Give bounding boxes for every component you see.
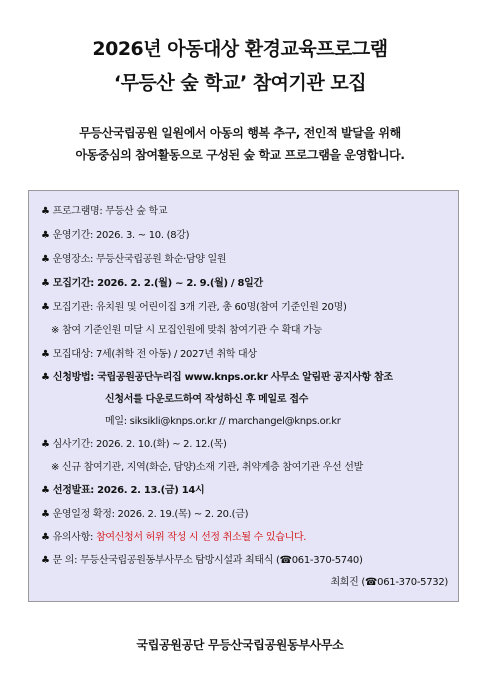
contact-1-phone: 061-370-5740) — [291, 555, 363, 566]
item-period — [41, 229, 189, 243]
schedule-text: 운영일정 확정: 2026. 2. 19.(목) ~ 2. 20.(금) — [52, 509, 249, 520]
item-caution — [41, 531, 306, 545]
recruit-period-text: 모집기간: 2026. 2. 2.(월) ~ 2. 9.(월) / 8일간 — [52, 278, 263, 289]
recruit-org-text: 모집기관: 유치원 및 어린이집 3개 기관, 총 60명(참여 기준인원 20명) — [52, 302, 347, 313]
review-period-text: 심사기간: 2026. 2. 10.(화) ~ 2. 12.(목) — [52, 439, 227, 450]
clover-icon: ♣ — [41, 278, 50, 289]
clover-icon: ♣ — [41, 254, 50, 265]
place-text: 운영장소: 무등산국립공원 화순·담양 일원 — [52, 254, 227, 265]
clover-icon: ♣ — [41, 230, 50, 241]
clover-icon: ♣ — [41, 509, 50, 520]
contact-2 — [330, 576, 448, 590]
phone-icon: ☎ — [279, 555, 292, 566]
item-review-period — [41, 438, 227, 452]
caution-text: 참여신청서 허위 작성 시 선정 취소될 수 있습니다. — [95, 532, 307, 543]
note-icon: ※ — [51, 462, 60, 473]
item-announce — [41, 484, 204, 498]
clover-icon: ♣ — [41, 372, 50, 383]
note-icon: ※ — [51, 325, 60, 336]
item-target — [41, 348, 257, 362]
caution-label: 유의사항: — [52, 532, 96, 543]
clover-icon: ♣ — [41, 485, 50, 496]
contact-2-text: 최희진 ( — [330, 577, 365, 588]
phone-icon: ☎ — [365, 577, 378, 588]
apply-email: 메일: siksikli@knps.or.kr // marchangel@knps.or.kr — [105, 416, 341, 427]
program-name-text: 프로그램명: 무등산 숲 학교 — [52, 206, 168, 217]
announce-text: 선정발표: 2026. 2. 13.(금) 14시 — [52, 485, 205, 496]
item-recruit-org — [41, 301, 347, 315]
item-schedule — [41, 508, 248, 522]
contact-label: 문 의: — [52, 555, 81, 566]
apply-method-text: 신청방법: 국립공원공단누리집 www.knps.or.kr 사무소 알림판 공지사항 참조 — [52, 372, 393, 383]
intro-line-1: 무등산국립공원 일원에서 아동의 행복 추구, 전인적 발달을 위해 — [79, 126, 401, 140]
period-text: 운영기간: 2026. 3. ~ 10. (8강) — [52, 230, 190, 241]
item-review-note — [51, 461, 363, 475]
item-place — [41, 253, 226, 267]
item-program-name — [41, 205, 167, 219]
item-recruit-period — [41, 277, 263, 291]
item-contact — [41, 554, 363, 568]
clover-icon: ♣ — [41, 349, 50, 360]
review-note-text: 신규 참여기관, 지역(화순, 담양)소재 기관, 취약계층 참여기관 우선 선발 — [61, 462, 363, 473]
recruit-note-text: 참여 기준인원 미달 시 모집인원에 맞춰 참여기관 수 확대 가능 — [61, 325, 322, 336]
contact-1-text: 무등산국립공원동부사무소 탐방시설과 최태식 ( — [80, 555, 280, 566]
item-apply-method — [41, 371, 393, 385]
item-recruit-note — [51, 324, 322, 338]
info-box — [28, 190, 459, 602]
apply-method-line-2: 신청서를 다운로드하여 작성하신 후 메일로 접수 — [105, 394, 309, 405]
clover-icon: ♣ — [41, 532, 50, 543]
clover-icon: ♣ — [41, 555, 50, 566]
intro-line-2: 아동중심의 참여활동으로 구성된 숲 학교 프로그램을 운영합니다. — [75, 148, 405, 162]
title-line-1: 2026년 아동대상 환경교육프로그램 — [92, 38, 388, 60]
clover-icon: ♣ — [41, 302, 50, 313]
footer-organization: 국립공원공단 무등산국립공원동부사무소 — [136, 638, 344, 652]
contact-2-phone: 061-370-5732) — [377, 577, 448, 588]
clover-icon: ♣ — [41, 206, 50, 217]
clover-icon: ♣ — [41, 439, 50, 450]
target-text: 모집대상: 7세(취학 전 아동) / 2027년 취학 대상 — [52, 349, 257, 360]
title-line-2: ‘무등산 숲 학교’ 참여기관 모집 — [113, 72, 367, 94]
